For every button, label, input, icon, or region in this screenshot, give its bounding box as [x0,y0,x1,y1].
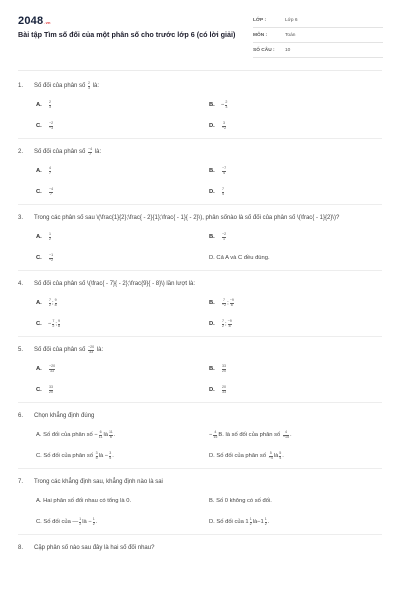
option-a[interactable]: A. 4 7 [36,166,209,176]
option-d[interactable]: D. 20 33 [209,385,382,395]
option-a[interactable]: A. 7 2 ; 9 8 [36,298,209,308]
page-title: Bài tập Tìm số đối của một phân số cho trước lớp 6 (có lời giải) [18,30,236,39]
answer-options [18,496,382,527]
option-c[interactable]: C. − 7 2 ; 9 8 [36,319,209,329]
option-c[interactable]: C. 33 20 [36,385,209,395]
option-b[interactable]: − 4 15 B. là số đối của phân số 4 −15 . [209,430,382,440]
option-a[interactable]: A. 1 2 [36,232,209,242]
question-4 [18,276,382,337]
question-2 [18,144,382,205]
option-b[interactable]: B. −7 4 [209,166,382,176]
question-stem: 4. Số đối của phân số \(\frac{ - 7}{ - 2};\frac{9}{ - 8}\) lần lượt là: [18,281,196,287]
option-c[interactable]: C. −4 7 [36,187,209,197]
meta-row-subject: MÔN : Toán [253,29,383,43]
option-a[interactable]: A. −20 33 [36,364,209,374]
header-divider [18,70,382,71]
question-stem: 2. Số đối của phân số −4 7 là: [18,148,382,157]
option-d[interactable]: D. 3 −2 [209,121,382,131]
question-stem: 3. Trong các phân số sau \(\frac{1}{2};\frac{ - 2}{1};\frac{ - 1}{ - 2}\), phân sốnào là số đối của phân số \(\frac{ - 1}{2}\)? [18,215,340,221]
question-7 [18,474,382,535]
answer-options [18,364,382,395]
option-c[interactable]: C. −1 −2 [36,253,209,263]
question-stem: 7. Trong các khẳng định sau, khẳng định nào là sai [18,479,163,485]
option-a[interactable]: A. 2 3 [36,100,209,110]
option-b[interactable]: B. − 2 3 [209,100,382,110]
option-c[interactable]: C. Số đối của phân số 3 5 là − 3 5 . [36,451,209,461]
option-d[interactable]: D. Số đối của 1 1 2 là−1 1 2 . [209,517,382,527]
answer-options [18,100,382,131]
option-b[interactable]: B. 33 20 [209,364,382,374]
meta-row-class: LỚP : Lớp 6 [253,14,383,28]
option-d[interactable]: D. 7 4 [209,187,382,197]
question-8 [18,540,382,560]
option-b[interactable]: B. 7 −2 ; −9 8 [209,298,382,308]
answer-options [18,430,382,461]
meta-panel [253,14,383,59]
option-d[interactable]: D. Cả A và C đều đúng. [209,255,270,261]
question-stem: 8. Cặp phân số nào sau đây là hai số đối nhau? [18,545,155,551]
question-5 [18,342,382,403]
question-3 [18,210,382,271]
option-d[interactable]: D. Số đối của phân số 5 −4 là 5 4 . [209,451,382,461]
question-1 [18,78,382,139]
question-6 [18,408,382,469]
answer-options [18,166,382,197]
answer-options [18,298,382,329]
question-stem: 5. Số đối của phân số −20 33 là: [18,346,382,355]
option-b[interactable]: B. −2 1 [209,232,382,242]
option-a[interactable]: A. Hai phân số đối nhau có tổng là 0. [36,498,132,504]
question-list [18,78,382,565]
question-stem: 6. Chọn khẳng định đúng [18,413,95,419]
site-logo[interactable]: 2048.vn [18,15,51,27]
option-c[interactable]: C. Số đối của — 1 2 là − 1 2 . [36,517,209,527]
question-stem: 1. Số đối của phân số 2 3 là: [18,82,382,91]
header [0,0,400,66]
option-a[interactable]: A. Số đối của phân số − 6 11 là 11 6 . [36,430,209,440]
option-d[interactable]: D. 7 2 ; −9 8 [209,319,382,329]
option-b[interactable]: B. Số 0 không có số đối. [209,498,272,504]
answer-options [18,232,382,263]
meta-row-question-count: SỐ CÂU : 10 [253,44,383,58]
option-c[interactable]: C. −2 −3 [36,121,209,131]
